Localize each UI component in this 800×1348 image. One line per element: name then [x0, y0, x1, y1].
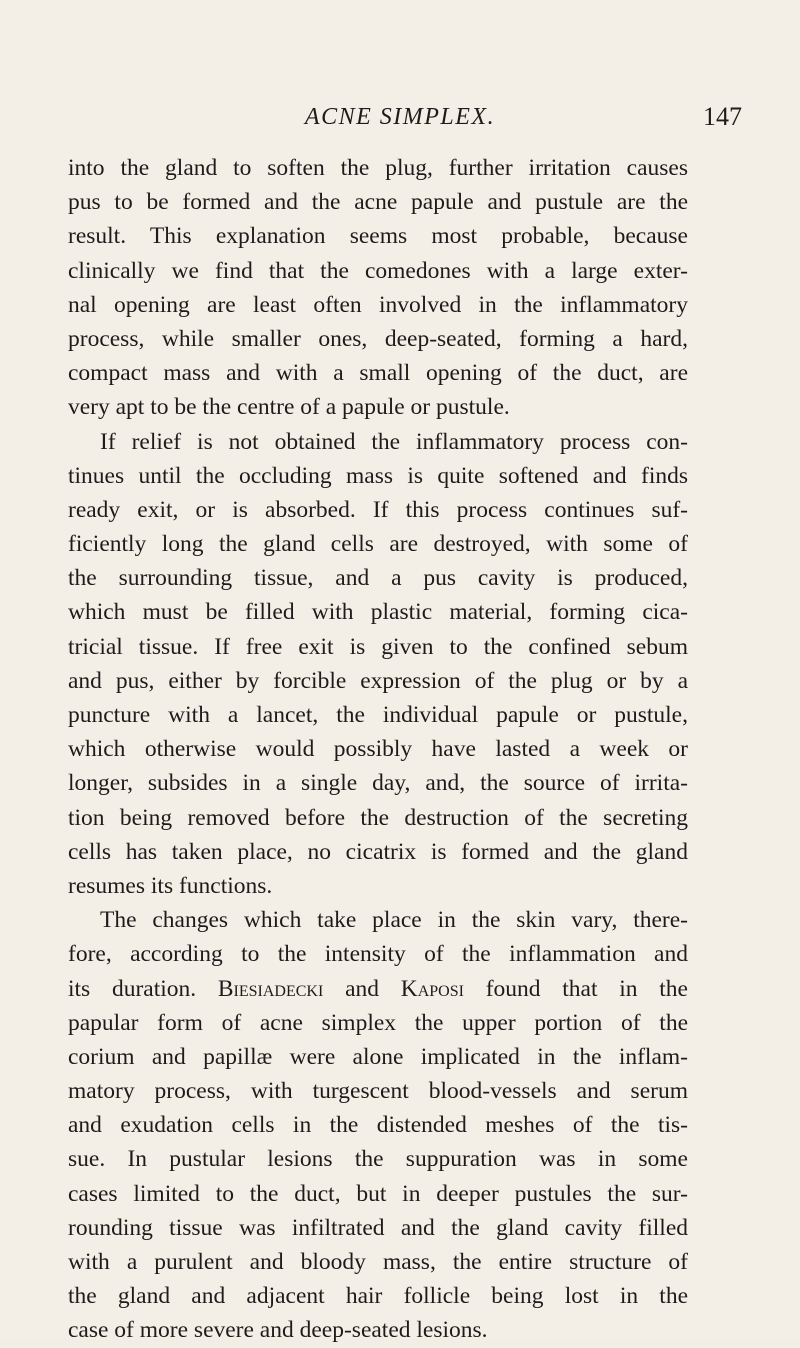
text-line: with a purulent and bloody mass, the entire structure of: [68, 1249, 688, 1275]
line-text: and: [323, 975, 401, 1002]
text-line: case of more severe and deep-seated lesions.: [68, 1317, 488, 1344]
text-line: pus to be formed and the acne papule and pustule are the: [68, 189, 688, 216]
body-text: [68, 151, 688, 1348]
text-line: which must be filled with plastic material, forming cica-: [68, 599, 688, 626]
text-line: result. This explanation seems most probable, because: [68, 223, 688, 250]
text-line: nal opening are least often involved in the inflammatory: [68, 291, 688, 318]
text-line: matory process, with turgescent blood-vessels and serum: [68, 1078, 688, 1105]
text-line: the gland and adjacent hair follicle being lost in the: [68, 1283, 688, 1310]
text-line: cells has taken place, no cicatrix is formed and the gland: [68, 838, 688, 865]
text-line: tion being removed before the destruction of the secreting: [68, 804, 688, 831]
text-line: clinically we find that the comedones with a large exter-: [68, 257, 688, 284]
text-line: tinues until the occluding mass is quite softened and finds: [68, 462, 688, 489]
text-line: very apt to be the centre of a papule or pustule.: [68, 394, 510, 421]
text-line: If relief is not obtained the inflammatory process con-: [100, 428, 688, 455]
text-line: tricial tissue. If free exit is given to the confined sebum: [68, 633, 688, 660]
text-line: compact mass and with a small opening of the duct, are: [68, 360, 688, 387]
line-text: found that in the: [463, 975, 688, 1002]
text-line: process, while smaller ones, deep-seated, forming a hard,: [68, 325, 688, 352]
text-line: the surrounding tissue, and a pus cavity is produced,: [68, 565, 688, 592]
author-name: Kaposi: [400, 975, 464, 1002]
page-number: 147: [703, 102, 742, 131]
text-line: puncture with a lancet, the individual papule or pustule,: [68, 702, 688, 728]
text-line: corium and papillæ were alone implicated in the inflam-: [68, 1043, 688, 1070]
text-line: cases limited to the duct, but in deeper pustules the sur-: [68, 1180, 688, 1207]
text-line: ready exit, or is absorbed. If this process continues suf-: [68, 496, 688, 523]
text-line: and pus, either by forcible expression of the plug or by a: [68, 667, 688, 694]
text-line: ficiently long the gland cells are destroyed, with some of: [68, 531, 688, 558]
text-line: resumes its functions.: [68, 872, 273, 899]
text-line: The changes which take place in the skin vary, there-: [100, 907, 688, 934]
text-line: and exudation cells in the distended meshes of the tis-: [68, 1112, 688, 1139]
running-head: [0, 102, 800, 142]
text-line: rounding tissue was infiltrated and the gland cavity filled: [68, 1214, 688, 1241]
text-line: papular form of acne simplex the upper portion of the: [68, 1009, 688, 1036]
author-name: Biesiadecki: [217, 975, 324, 1002]
line-text: its duration.: [68, 975, 218, 1002]
text-line: into the gland to soften the plug, further irritation causes: [68, 155, 688, 181]
running-title: ACNE SIMPLEX.: [304, 104, 496, 130]
text-line: fore, according to the intensity of the inflammation and: [68, 941, 688, 968]
text-line: sue. In pustular lesions the suppuration was in some: [68, 1146, 688, 1173]
text-line: [68, 972, 688, 1006]
text-line: which otherwise would possibly have lasted a week or: [68, 736, 688, 763]
text-line: longer, subsides in a single day, and, the source of irrita-: [68, 770, 688, 797]
